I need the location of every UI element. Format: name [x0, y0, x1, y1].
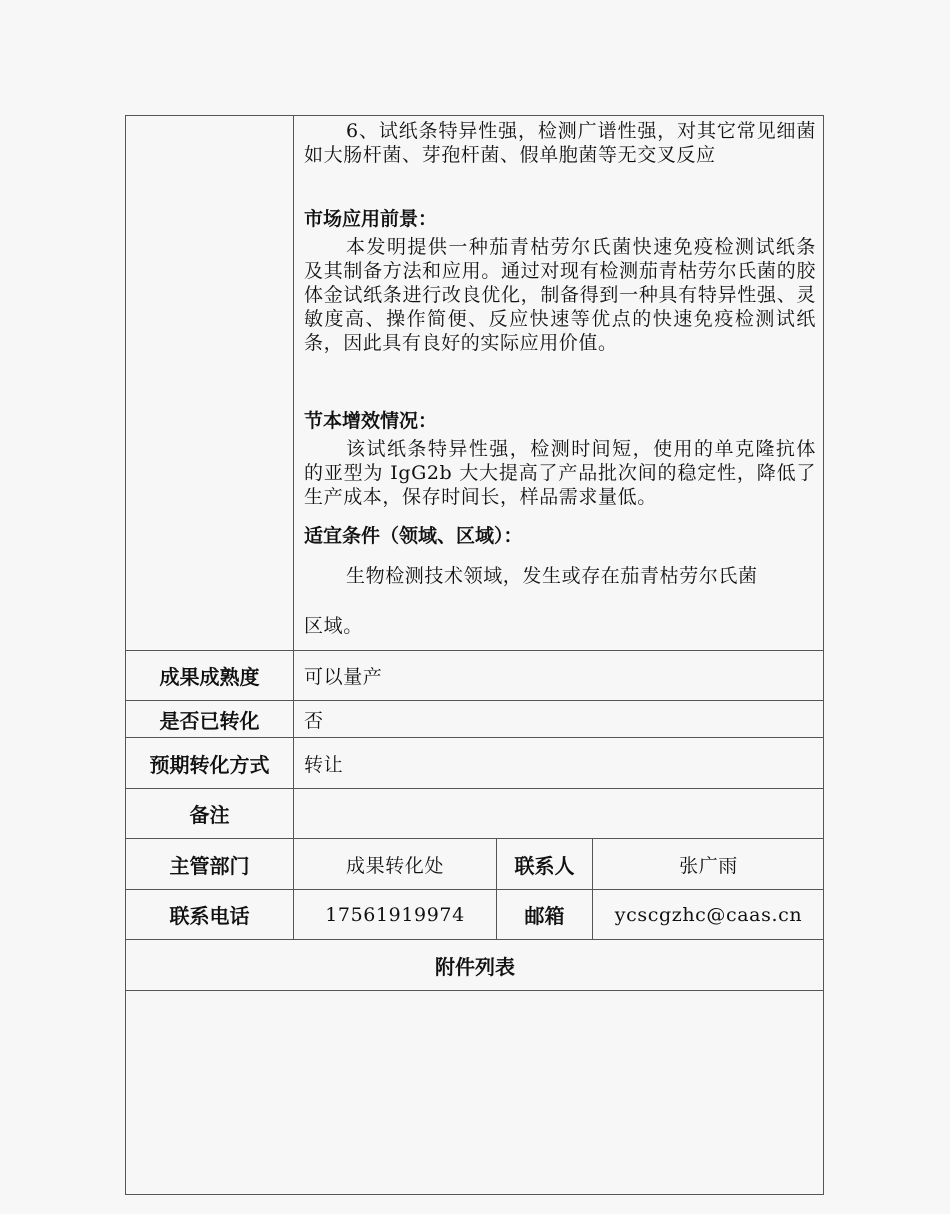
phone-value: 17561919974: [325, 903, 465, 926]
converted-label: 是否已转化: [159, 708, 260, 733]
dept-value: 成果转化处: [345, 854, 444, 877]
remark-value: [304, 789, 814, 838]
conditions-heading: 适宜条件（领域、区域）：: [304, 525, 523, 547]
market-text: 本发明提供一种茄青枯劳尔氏菌快速免疫检测试纸条及其制备方法和应用。通过对现有检测茄青枯劳尔氏菌的胶体金试纸条进行改良优化，制备得到一种具有特异性强、灵敏度高、操作简便、反应快速等优点的快速免疫检测试纸条，因此具有良好的实际应用价值。: [304, 236, 816, 354]
maturity-label: 成果成熟度: [159, 665, 260, 689]
conditions-line-2: 区域。: [304, 615, 363, 637]
contact-label: 联系人: [514, 853, 575, 878]
market-heading: 市场应用前景：: [304, 208, 438, 230]
item-6-text: 6、试纸条特异性强，检测广谱性强，对其它常见细菌如大肠杆菌、芽孢杆菌、假单胞菌等无交叉反应: [304, 120, 816, 166]
method-value: 转让: [304, 753, 344, 776]
benefit-heading: 节本增效情况：: [304, 410, 438, 432]
table-divider: [293, 115, 294, 940]
email-label: 邮箱: [524, 904, 565, 928]
phone-label: 联系电话: [169, 904, 250, 928]
converted-value: 否: [304, 709, 324, 732]
method-label: 预期转化方式: [149, 752, 270, 777]
email-value: ycscgzhc@caas.cn: [614, 903, 803, 926]
remark-label: 备注: [189, 803, 230, 827]
maturity-value: 可以量产: [304, 666, 383, 688]
contact-value: 张广雨: [679, 854, 738, 877]
conditions-line-1: 生物检测技术领域，发生或存在茄青枯劳尔氏菌: [346, 565, 758, 587]
attachments-area: [126, 991, 823, 1194]
attachments-title: 附件列表: [435, 954, 515, 979]
dept-label: 主管部门: [169, 853, 250, 878]
benefit-text: 该试纸条特异性强，检测时间短，使用的单克隆抗体的亚型为 IgG2b 大大提高了产品批次间的稳定性，降低了生产成本，保存时间长，样品需求量低。: [304, 438, 816, 508]
